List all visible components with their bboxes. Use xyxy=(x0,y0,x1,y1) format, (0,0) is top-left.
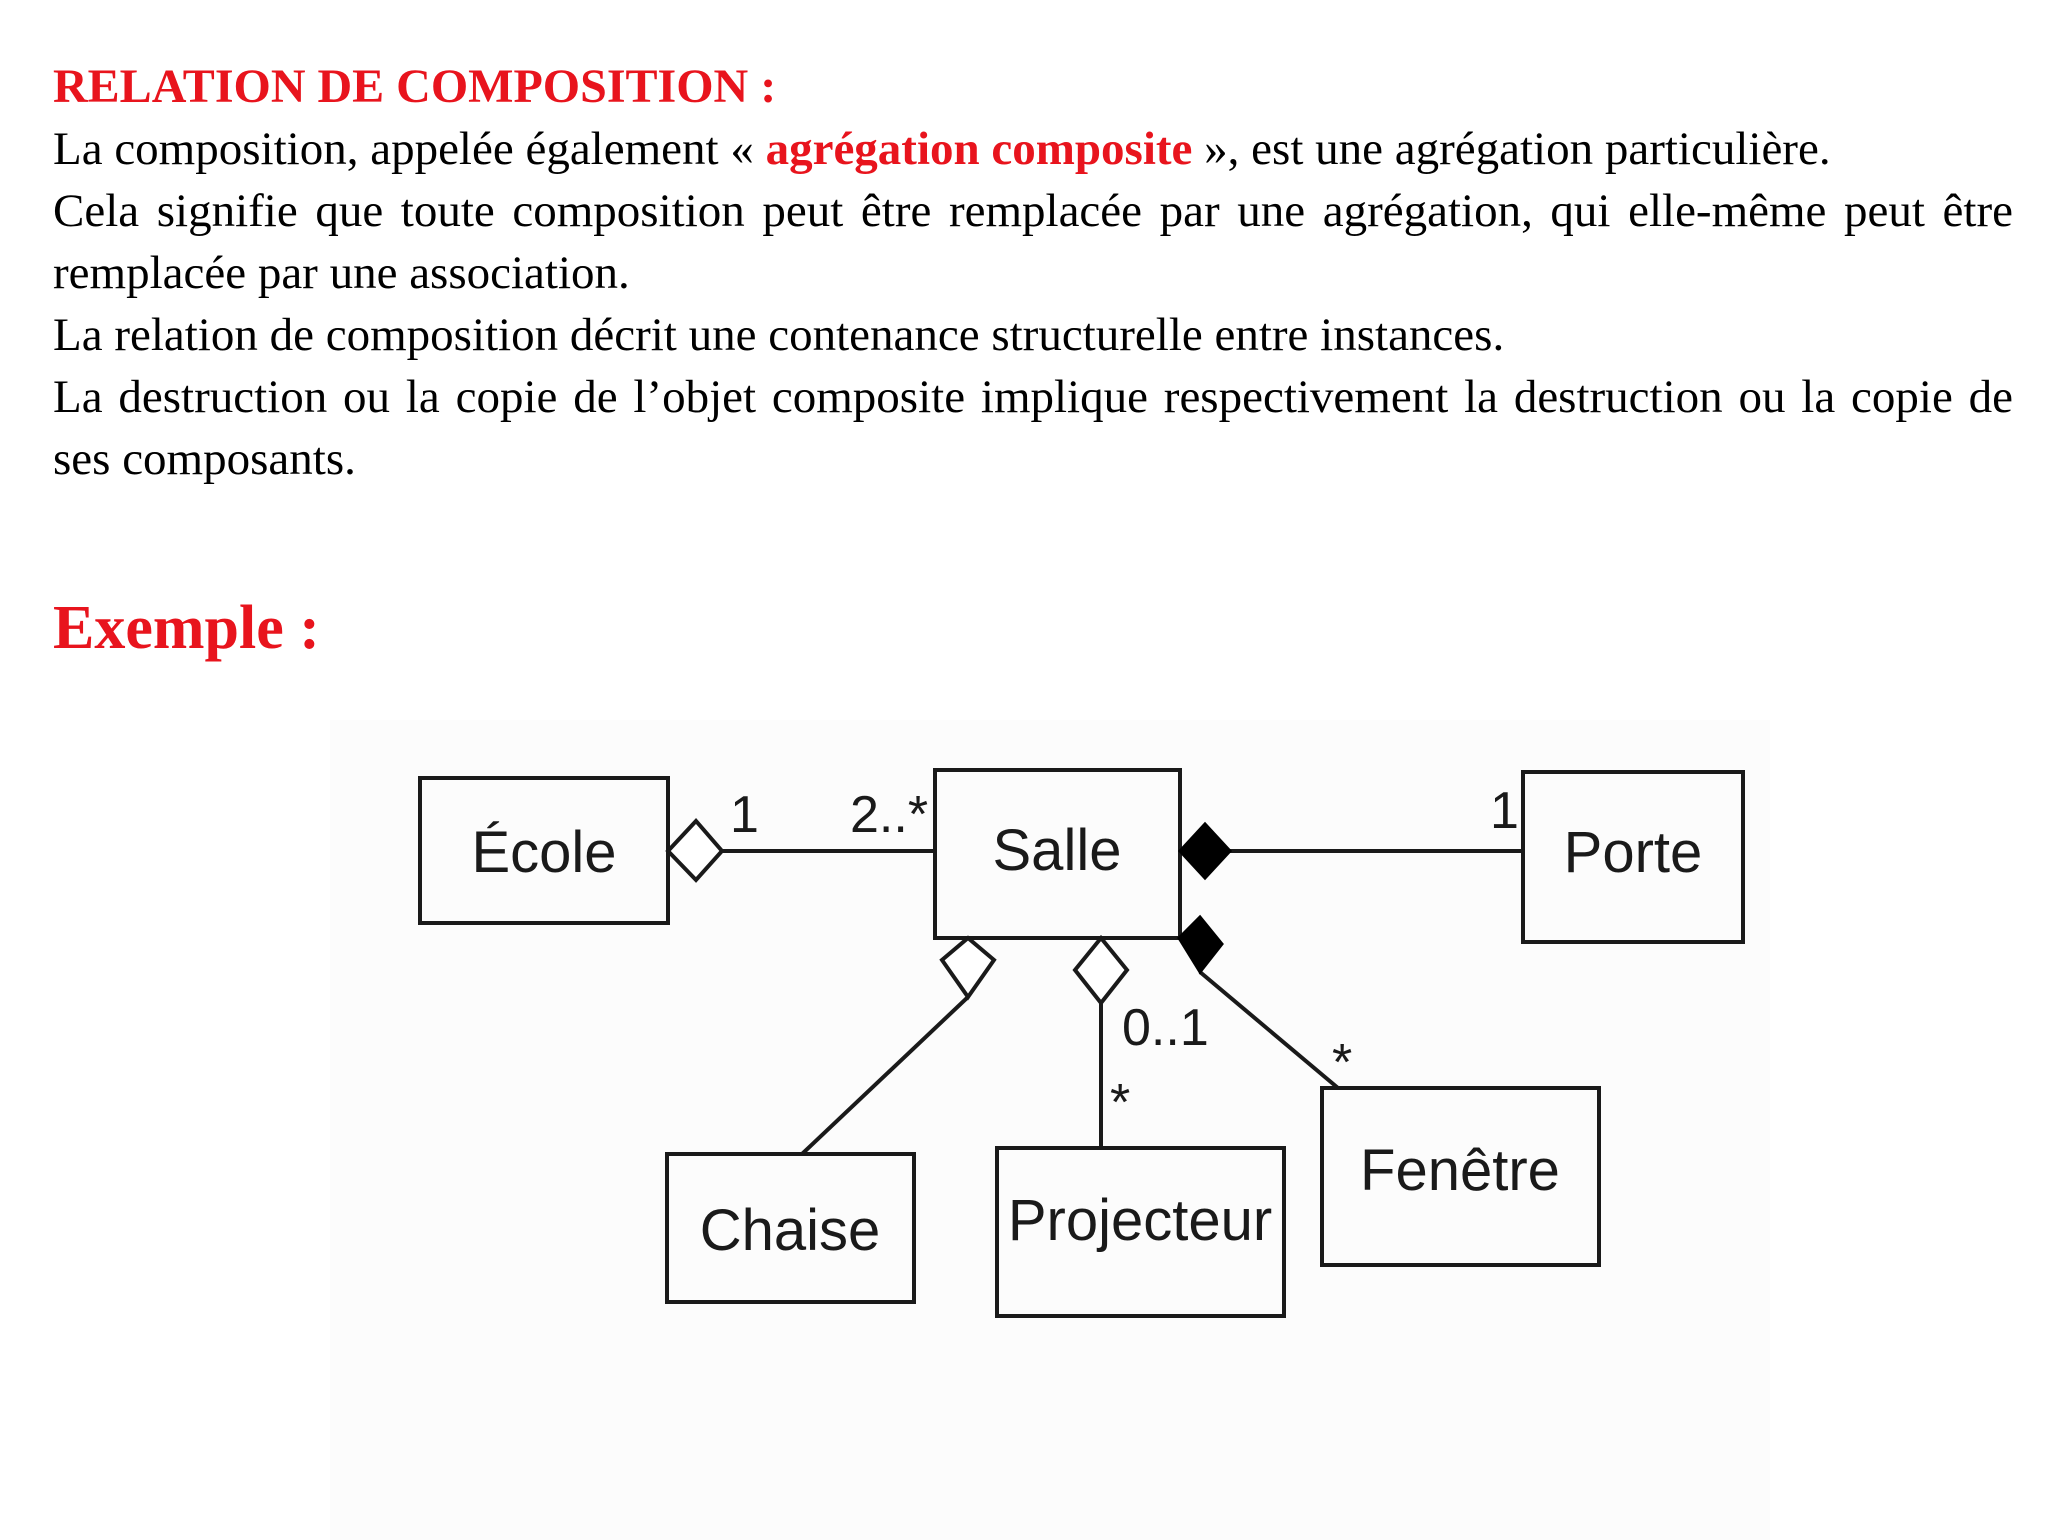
paragraph-definition-start: La composition, appelée également « xyxy=(53,123,766,175)
section-title: RELATION DE COMPOSITION : xyxy=(53,60,777,113)
multiplicity-fenetre: * xyxy=(1332,1034,1353,1092)
aggregation-diamond-projecteur xyxy=(1075,938,1127,1003)
composition-diamond-fenetre xyxy=(1179,917,1222,972)
multiplicity-projecteur-lower: * xyxy=(1110,1074,1131,1132)
class-name-chaise: Chaise xyxy=(699,1198,881,1263)
class-name-projecteur: Projecteur xyxy=(1007,1188,1273,1253)
paragraph-definition xyxy=(53,118,2013,180)
class-name-salle: Salle xyxy=(992,818,1122,883)
multiplicity-projecteur-upper: 0..1 xyxy=(1122,999,1209,1057)
link-salle-fenetre xyxy=(1200,972,1338,1088)
class-name-porte: Porte xyxy=(1563,820,1703,885)
link-salle-chaise xyxy=(802,997,968,1154)
paragraph-containment: La relation de composition décrit une contenance structurelle entre instances. xyxy=(53,309,1505,361)
paragraph-destruction: La destruction ou la copie de l’objet composite implique respectivement la destruction ou la copie de ses composants. xyxy=(53,371,2013,485)
aggregation-diamond-chaise xyxy=(942,938,994,997)
multiplicity-porte: 1 xyxy=(1490,782,1519,840)
multiplicity-salle-ecole: 2..* xyxy=(850,786,929,844)
class-name-ecole: École xyxy=(471,820,617,885)
uml-diagram-canvas xyxy=(330,720,1770,1540)
uml-diagram xyxy=(330,720,1770,1540)
multiplicity-ecole: 1 xyxy=(730,786,759,844)
example-heading: Exemple : xyxy=(53,594,320,662)
paragraph-definition-end: », est une agrégation particulière. xyxy=(1192,123,1831,175)
composition-diamond-porte xyxy=(1180,824,1230,878)
text-content xyxy=(53,56,2013,490)
class-name-fenetre: Fenêtre xyxy=(1360,1138,1560,1203)
highlighted-term: agrégation composite xyxy=(765,123,1193,175)
paragraph-substitution: Cela signifie que toute composition peut être remplacée par une agrégation, qui elle-même peut être remplacée par une association. xyxy=(53,185,2013,299)
aggregation-diamond-ecole xyxy=(668,821,722,880)
